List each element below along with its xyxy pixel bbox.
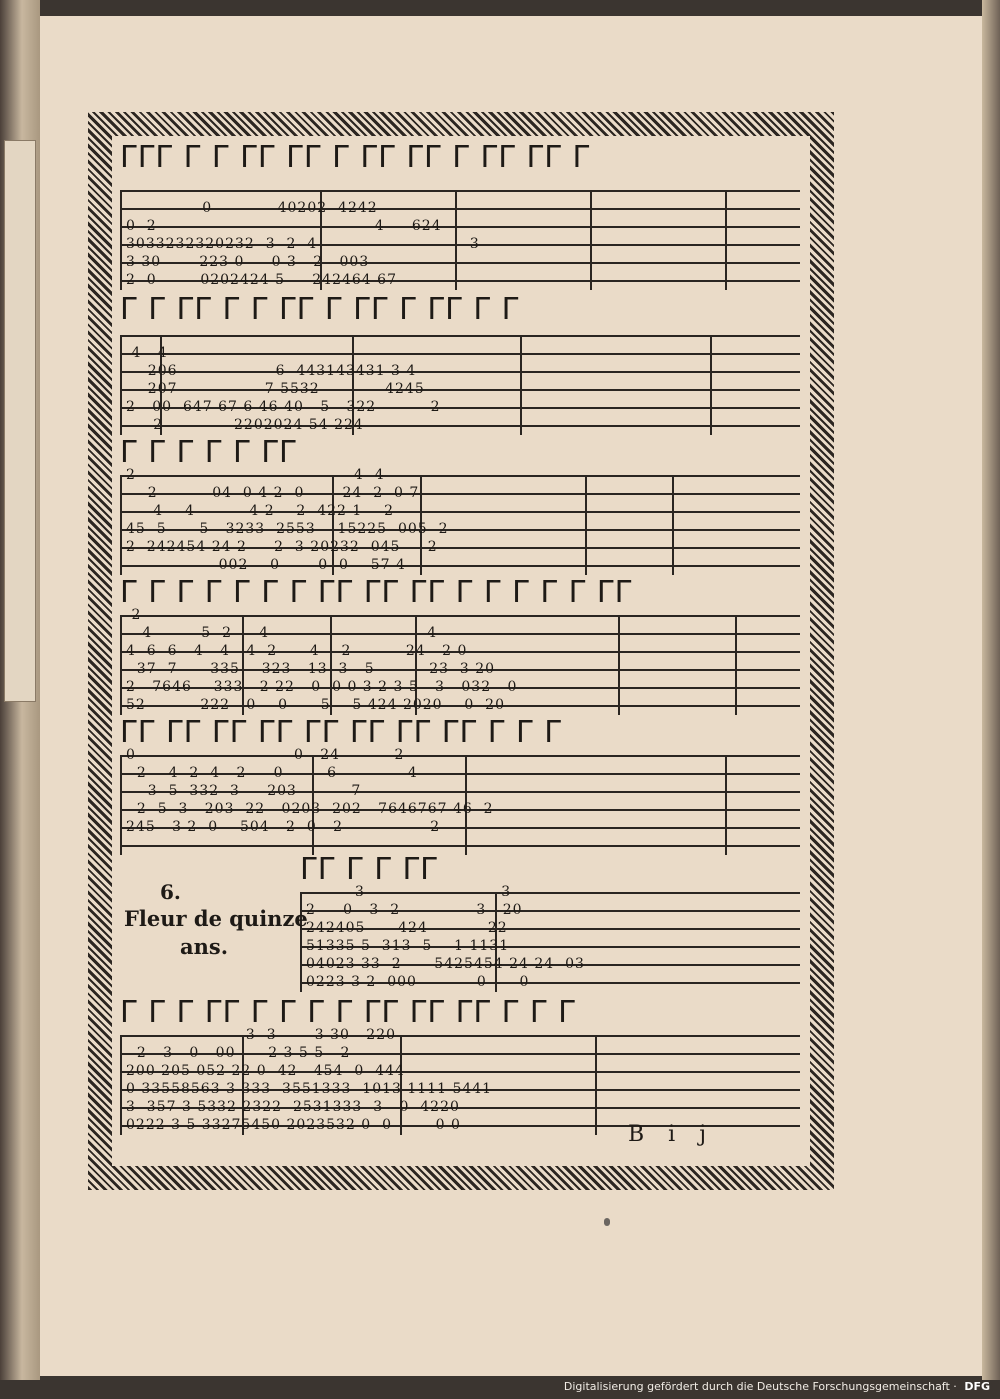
dfg-logo: DFG: [964, 1380, 990, 1393]
adjacent-page-fragment: [4, 140, 36, 702]
tablature-string-row: 0 0 24 2: [126, 748, 405, 762]
tablature-string-row: 0 33558563 3 333 3551333 1013 1111 5441: [126, 1082, 493, 1096]
tablature-system: [120, 995, 800, 1139]
credit-text: Digitalisierung gefördert durch die Deutsche Forschungsgemeinschaft: [563, 1380, 950, 1393]
tablature-string-row: 4 4 4 2 2 422 1 2: [126, 504, 395, 518]
tablature-string-row: 207 7 5532 4245: [126, 382, 425, 396]
rhythm-flags: ᒥᒥ ᒥ ᒥ ᒥᒥ: [300, 852, 438, 887]
tablature-content: [120, 140, 800, 1170]
tablature-string-row: 4 5 2 4 4: [126, 626, 438, 640]
tablature-string-row: 0222 3 5 33275450 2023532 0 0 0 0: [126, 1118, 461, 1132]
tablature-string-row: 2 0 3 2 3 20: [306, 903, 523, 917]
tablature-string-row: 2 7646 333 2 22 0 0 0 3 2 3 5 3 032 0: [126, 680, 518, 694]
tablature-string-row: 51335 5 313 5 1 1131: [306, 939, 510, 953]
tablature-system: [120, 435, 800, 579]
tablature-staff: [300, 885, 800, 992]
bar-line: [120, 615, 122, 715]
tablature-staff: [120, 748, 800, 855]
signature-mark: [628, 1122, 730, 1147]
tablature-system: [120, 140, 800, 294]
tablature-string-row: 45 5 5 3233 2553 15225 005 2: [126, 522, 449, 536]
tablature-string-row: 3 3 3 30 220: [126, 1028, 397, 1042]
tablature-string-row: 0 2 4 624: [126, 219, 442, 233]
tablature-string-row: 2 4 4: [126, 468, 385, 482]
rhythm-flags: ᒥ ᒥ ᒥ ᒥᒥ ᒥ ᒥ ᒥ ᒥ ᒥᒥ ᒥᒥ ᒥᒥ ᒥ ᒥ ᒥ: [120, 995, 576, 1030]
tablature-string-row: 245 3 2 0 504 2 0 2 2: [126, 820, 441, 834]
piece-number: 6.: [160, 880, 181, 904]
signature-letter: B: [628, 1122, 669, 1147]
bar-line: [120, 190, 122, 290]
tablature-system: [300, 852, 800, 996]
signature-numeral: ij: [668, 1122, 731, 1147]
tablature-string-row: 2 4 2 4 2 0 6 4: [126, 766, 418, 780]
tablature-string-row: 3 5 332 3 203 7: [126, 784, 362, 798]
tablature-string-row: 3 3: [306, 885, 512, 899]
tablature-system: [120, 292, 800, 439]
staff-line: [120, 190, 800, 192]
tablature-system: [120, 575, 800, 719]
staff-line: [120, 335, 800, 337]
bar-line: [120, 1035, 122, 1135]
rhythm-flags: ᒥ ᒥ ᒥ ᒥ ᒥ ᒥᒥ: [120, 435, 297, 470]
tablature-string-row: 200 205 052 22 0 42 454 0 444: [126, 1064, 405, 1078]
paper-speck: [604, 1218, 610, 1226]
tablature-staff: [120, 335, 800, 435]
tablature-string-row: 0 40202 4242: [126, 201, 378, 215]
tablature-string-row: 04023 33 2 5425454 24 24 03: [306, 957, 585, 971]
tablature-string-row: 3 30 223 0 0 3 2 003: [126, 255, 370, 269]
rhythm-flags: ᒥᒥ ᒥᒥ ᒥᒥ ᒥᒥ ᒥᒥ ᒥᒥ ᒥᒥ ᒥᒥ ᒥ ᒥ ᒥ: [120, 715, 562, 750]
bar-line: [120, 755, 122, 855]
page-edge-right: [982, 0, 1000, 1380]
tablature-staff: [120, 190, 800, 290]
tablature-system: [120, 715, 800, 859]
tablature-string-row: 206 6 443143431 3 4: [126, 364, 417, 378]
tablature-string-row: 002 0 0 0 57 4: [126, 558, 406, 572]
tablature-staff: [120, 468, 800, 575]
rhythm-flags: ᒥ ᒥ ᒥ ᒥ ᒥ ᒥ ᒥ ᒥᒥ ᒥᒥ ᒥᒥ ᒥ ᒥ ᒥ ᒥ ᒥ ᒥᒥ: [120, 575, 633, 610]
rhythm-flags: ᒥ ᒥ ᒥᒥ ᒥ ᒥ ᒥᒥ ᒥ ᒥᒥ ᒥ ᒥᒥ ᒥ ᒥ: [120, 292, 520, 327]
tablature-string-row: 52 222 0 0 5 5 424 2020 0 20: [126, 698, 505, 712]
bar-line: [120, 475, 122, 575]
bar-line: [120, 335, 122, 435]
tablature-string-row: 2 2202024 54 224: [126, 418, 364, 432]
adjacent-page-edge: [0, 0, 40, 1380]
digitization-credit: Digitalisierung gefördert durch die Deutsche Forschungsgemeinschaft · DFG: [563, 1380, 990, 1393]
tablature-string-row: 3 357 3 5332 2322 2531333 3 0 4220: [126, 1100, 460, 1114]
tablature-staff: [120, 1028, 800, 1135]
tablature-string-row: 3033232320232 3 2 4 3: [126, 237, 480, 251]
piece-title-line1: Fleur de quinze: [124, 906, 308, 931]
tablature-string-row: 37 7 335 323 13 3 5 23 3 20: [126, 662, 496, 676]
tablature-string-row: 2 5 3 203 22 0203 202 7646767 46 2: [126, 802, 494, 816]
tablature-string-row: 2 242454 24 2 2 3 20232 045 2: [126, 540, 438, 554]
tablature-string-row: 4 4: [126, 346, 168, 360]
tablature-string-row: 2 00 647 67 6 46 40 5 322 2: [126, 400, 441, 414]
tablature-string-row: 4 6 6 4 4 4 2 4 2 24 2 0: [126, 644, 468, 658]
piece-title-line2: ans.: [180, 934, 229, 959]
tablature-string-row: 0223 3 2 000 0 0: [306, 975, 530, 989]
rhythm-flags: ᒥᒥᒥ ᒥ ᒥ ᒥᒥ ᒥᒥ ᒥ ᒥᒥ ᒥᒥ ᒥ ᒥᒥ ᒥᒥ ᒥ: [120, 140, 591, 175]
staff-line: [120, 845, 800, 847]
tablature-string-row: 242405 424 22: [306, 921, 508, 935]
tablature-string-row: 2: [126, 608, 142, 622]
tablature-string-row: 2 0 0202424 5 242464 67: [126, 273, 397, 287]
tablature-string-row: 2 04 0 4 2 0 24 2 0 7: [126, 486, 420, 500]
tablature-string-row: 2 3 0 00 2 3 5 5 2: [126, 1046, 351, 1060]
tablature-staff: [120, 608, 800, 715]
